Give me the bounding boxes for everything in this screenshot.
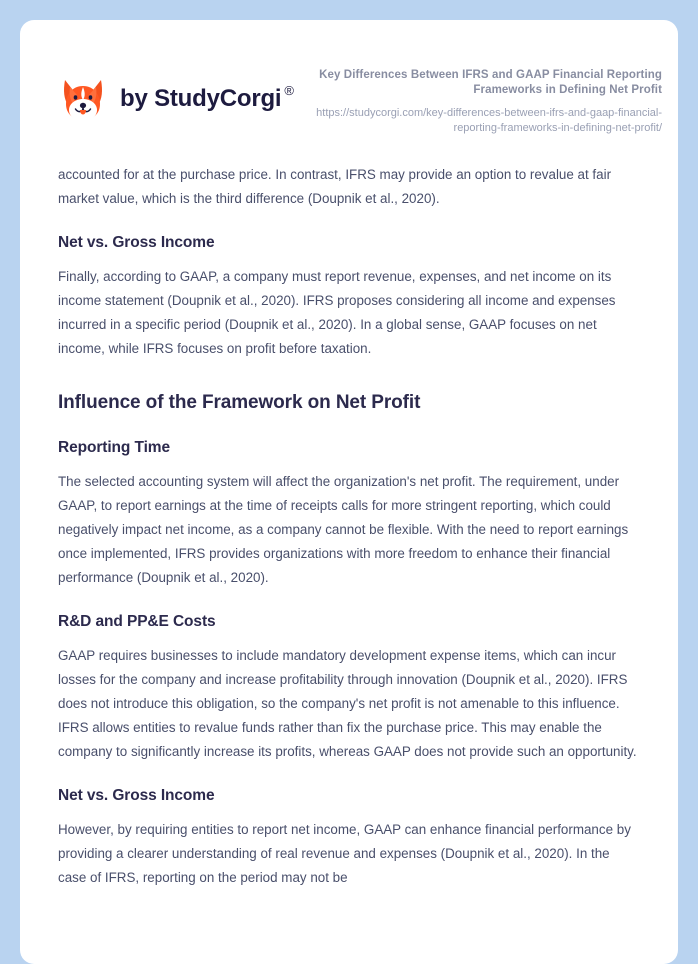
corgi-mascot-icon [58, 74, 108, 124]
header-meta-block [312, 64, 662, 137]
source-url: https://studycorgi.com/key-differences-between-ifrs-and-gaap-financial-reporting-frameworks-in-defining-net-profit/ [316, 106, 662, 135]
paragraph: However, by requiring entities to report net income, GAAP can enhance financial performance by providing a clearer understanding of real revenue and expenses (Doupnik et al., 2020). In the case of IFRS, reporting on the period may not be [58, 822, 631, 886]
document-header [20, 20, 678, 137]
article-body [20, 137, 678, 890]
section-heading-net-vs-gross-income: Net vs. Gross Income [58, 234, 215, 252]
section-heading-net-vs-gross-income-2: Net vs. Gross Income [58, 787, 215, 805]
paragraph: Finally, according to GAAP, a company must report revenue, expenses, and net income on its income statement (Doupnik et al., 2020). IFRS proposes considering all income and expenses incurred in a specific period (Doupnik et al., 2020). In a global sense, GAAP focuses on net income, while IFRS focuses on profit before taxation. [58, 269, 616, 357]
brand-wordmark-text: by StudyCorgi [120, 85, 282, 112]
registered-trademark-icon: ® [284, 83, 294, 98]
document-page [20, 20, 678, 964]
paragraph: accounted for at the purchase price. In contrast, IFRS may provide an option to revalue at fair market value, which is the third difference (Doupnik et al., 2020). [58, 167, 612, 207]
page-title: Key Differences Between IFRS and GAAP Financial Reporting Frameworks in Defining Net Profit [319, 69, 662, 97]
paragraph: The selected accounting system will affect the organization's net profit. The requirement, under GAAP, to report earnings at the time of receipts calls for more stringent reporting, which could negatively impact net income, as a company cannot be flexible. With the need to report earnings once implemented, IFRS provides organizations with more freedom to enhance their financial performance (Doupnik et al., 2020). [58, 474, 629, 585]
brand-wordmark [120, 85, 294, 113]
brand-logo-block [58, 64, 294, 124]
section-heading-reporting-time: Reporting Time [58, 438, 170, 456]
section-heading-influence-of-the-framework: Influence of the Framework on Net Profit [58, 392, 421, 414]
section-heading-rd-and-ppe-costs: R&D and PP&E Costs [58, 613, 216, 630]
paragraph: GAAP requires businesses to include mandatory development expense items, which can incur losses for the company and increase profitability through innovation (Doupnik et al., 2020). IFRS does not introduce this obligation, so the company's net profit is not amenable to this influence. IFRS allows entities to revalue funds rather than fix the purchase price. This may enable the company to significantly increase its profits, whereas GAAP does not provide such an opportunity. [58, 648, 637, 760]
